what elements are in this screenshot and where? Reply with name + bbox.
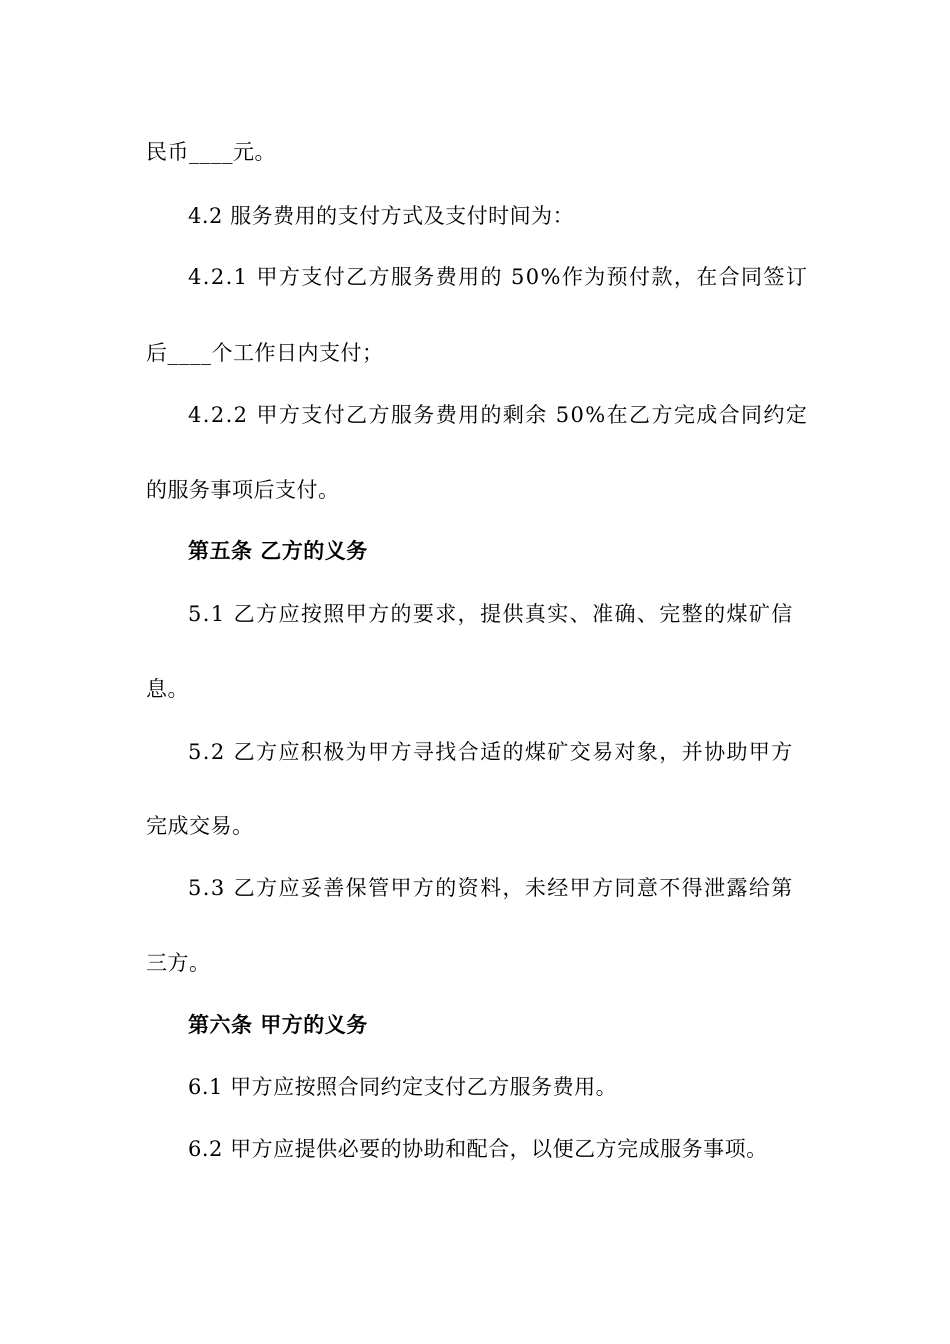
clause-4-2-1: 4.2.1 甲方支付乙方服务费用的 50%作为预付款，在合同签订 <box>188 265 809 289</box>
clause-5-1: 5.1 乙方应按照甲方的要求，提供真实、准确、完整的煤矿信 <box>188 602 794 626</box>
clause-6-1: 6.1 甲方应按照合同约定支付乙方服务费用。 <box>188 1075 618 1099</box>
text-line: 完成交易。 <box>146 814 254 838</box>
text-line: 的服务事项后支付。 <box>146 478 340 502</box>
clause-4-2: 4.2 服务费用的支付方式及支付时间为： <box>188 204 575 228</box>
text-line: 三方。 <box>146 951 211 975</box>
clause-6-2: 6.2 甲方应提供必要的协助和配合，以便乙方完成服务事项。 <box>188 1137 768 1161</box>
text-line: 息。 <box>146 677 189 701</box>
section-heading-article-5: 第五条 乙方的义务 <box>188 539 368 563</box>
clause-5-2: 5.2 乙方应积极为甲方寻找合适的煤矿交易对象，并协助甲方 <box>188 740 794 764</box>
clause-5-3: 5.3 乙方应妥善保管甲方的资料，未经甲方同意不得泄露给第 <box>188 876 794 900</box>
text-line: 民币____元。 <box>146 140 276 164</box>
section-heading-article-6: 第六条 甲方的义务 <box>188 1013 368 1037</box>
text-line: 后____个工作日内支付； <box>146 341 384 365</box>
clause-4-2-2: 4.2.2 甲方支付乙方服务费用的剩余 50%在乙方完成合同约定 <box>188 403 809 427</box>
